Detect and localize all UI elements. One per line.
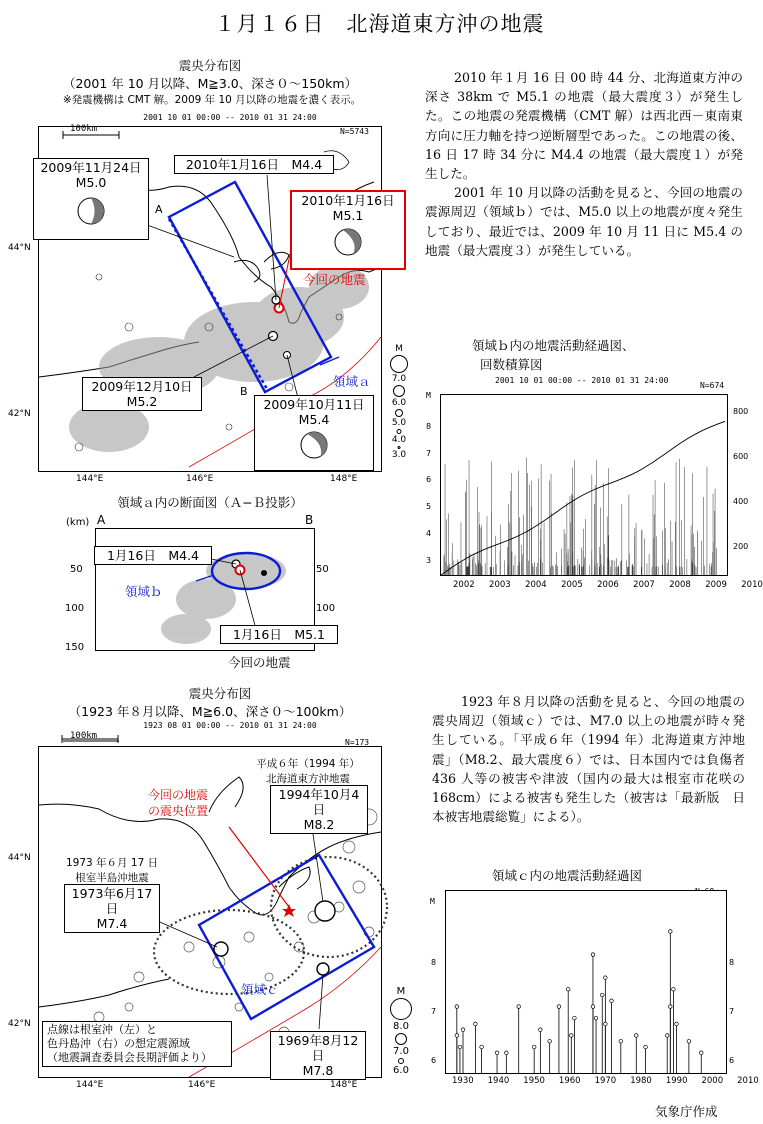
chart-b-ylabel: M (426, 391, 431, 400)
page-title: １月１６日 北海道東方沖の地震 (214, 12, 545, 36)
event-point (699, 1051, 703, 1055)
chart-c-plot (445, 890, 727, 1074)
map2-legend: M 8.0 7.0 6.0 (386, 986, 416, 1076)
event-point (532, 1045, 536, 1049)
cross-label-b: B (305, 513, 314, 527)
summary-text-1: 2010 年１月 16 日 00 時 44 分、北海道東方沖の深さ 38km で M5.1 の地震（最大震度３）が発生した。この地震の発震機構（CMT 解）は西北西－東南東方向に圧力軸を持つ逆断層型であった。この地震の後、16 日 17 時 34 分に M4.4 の地震（最大震度１）が発生した。 2001 年 10 月以降の活動を見ると、今回の地震の震源周辺（領域ｂ）では、M5.0 以上の地震が度々発生しており、最近では、2009 年 10 月 11 日に M5.4 の地震（最大震度３）が発生している。 (425, 70, 743, 258)
callout-1969-08-12: 1969年8月12日 M7.8 (270, 1031, 366, 1080)
chart-b-yaxis: 8 7 6 5 4 3 (426, 422, 432, 565)
chart-c-ylabel: M (430, 897, 435, 906)
chart-b-xaxis: 2002 2003 2004 2005 2006 2007 2008 2009 2010 (453, 580, 763, 590)
callout-1973-06-17: 1973年6月17日 M7.4 (64, 884, 160, 933)
legend-circle (389, 354, 409, 374)
cross-label-a: A (97, 513, 106, 527)
map1-lat-42: 42°N (8, 409, 31, 419)
focal-mechanism-icon (299, 430, 329, 460)
callout-cross-m44: 1月16日 M4.4 (94, 546, 212, 565)
legend-circle (386, 1057, 416, 1065)
cross-depth-150: 150 (65, 642, 85, 653)
callout-1994-10-04: 1994年10月4日 M8.2 (270, 785, 368, 834)
cross-depth-100: 100 (65, 603, 85, 614)
map1-condition: （2001 年 10 月以降、M≧3.0、深さ０～150km） (62, 76, 358, 91)
map1-label-b: B (240, 385, 248, 398)
event-point (600, 993, 604, 997)
event-point (591, 953, 595, 957)
event-point (455, 1034, 459, 1038)
map1-period: 2001 10 01 00:00 -- 2010 01 31 24:00 (143, 113, 317, 122)
chart-b-caption-1: 領域ｂ内の地震活動経過図、 (472, 338, 635, 353)
event-point (495, 1051, 499, 1055)
map2-period: 1923 08 01 00:00 -- 2010 01 31 24:00 (143, 721, 317, 730)
map2-condition: （1923 年８月以降、M≧6.0、深さ０～100km） (68, 704, 352, 719)
event-point (594, 1016, 598, 1020)
event-point (474, 1022, 478, 1026)
legend-circle (389, 384, 409, 398)
callout-2009-12-10: 2009年12月10日 M5.2 (82, 377, 202, 411)
event-point (548, 1039, 552, 1043)
event-point (505, 1051, 509, 1055)
callout-cross-m51: 1月16日 M5.1 (220, 625, 338, 644)
summary-text-2: 1923 年８月以降の活動を見ると、今回の地震の震央周辺（領域ｃ）では、M7.0 以上の地震が時々発生している。「平成６年（1994 年）北海道東方沖地震」（M8.2、最大震度６）では、日本国内では負傷者 436 人等の被害や津波（国内の最大は根室市花咲の 168cm）による被害も発生した（被害は「最新版 日本被害地震総覧」による）。 (432, 694, 745, 825)
chart-c-yaxis-right: 8 7 6 (729, 958, 735, 1065)
map2-nemuro-note: 1973 年６月 17 日 根室半島沖地震 (66, 857, 159, 884)
map2-heisei-note: 平成６年（1994 年） 北海道東方沖地震 (256, 758, 360, 785)
map2-caption: 震央分布図 (188, 686, 252, 701)
chart-c-caption: 領域ｃ内の地震活動経過図 (492, 868, 643, 883)
cross-depth-100-right: 100 (316, 603, 336, 614)
map1-lon-148: 148°E (330, 474, 358, 484)
event-point (675, 1022, 679, 1026)
map1-lat-44: 44°N (8, 243, 31, 253)
callout-2009-11-24: 2009年11月24日 M5.0 (33, 158, 149, 240)
callout-2010-01-16-m44: 2010年1月16日 M4.4 (174, 155, 334, 174)
map2-lon-148: 148°E (330, 1080, 358, 1090)
map2-scale: 100km (70, 731, 98, 741)
map2-lon-146: 146°E (188, 1080, 216, 1090)
map1-scale: 100km (70, 124, 98, 134)
event-point (669, 1005, 673, 1009)
map2-epicenter-note: 今回の地震 の震央位置 (148, 788, 209, 818)
chart-b-y2axis: 800 600 400 200 (733, 407, 749, 551)
event-point (687, 1039, 691, 1043)
focal-mechanism-icon (76, 196, 106, 226)
map1-this-quake: 今回の地震 (303, 272, 366, 287)
event-point (557, 1005, 561, 1009)
event-point (672, 987, 676, 991)
map1-count: N=5743 (340, 127, 369, 136)
cross-this-quake: 今回の地震 (228, 655, 291, 670)
legend-circle (389, 428, 409, 435)
event-point (573, 1016, 577, 1020)
event-point (480, 1045, 484, 1049)
event-point (566, 987, 570, 991)
map2-count: N=173 (345, 738, 370, 747)
legend-circle (386, 997, 416, 1021)
map1-region-a: 領域ａ (333, 374, 371, 389)
map1-label-a: A (155, 203, 163, 216)
chart-b-period: 2001 10 01 00:00 -- 2010 01 31 24:00 (495, 376, 669, 385)
chart-b-svg (441, 395, 727, 575)
focal-mechanism-icon (333, 227, 363, 257)
map1-legend: M 7.0 6.0 5.0 4.0 3.0 (389, 344, 409, 460)
map1-caption: 震央分布図 (178, 58, 242, 73)
footer-credit: 気象庁作成 (655, 1104, 718, 1119)
event-point (634, 1034, 638, 1038)
cross-caption: 領域ａ内の断面図（Ａ−Ｂ投影） (117, 495, 303, 510)
map2-region-c: 領域ｃ (241, 982, 279, 997)
event-point (604, 976, 608, 980)
map2-lon-144: 144°E (76, 1080, 104, 1090)
event-point (458, 1045, 462, 1049)
callout-2009-10-11: 2009年10月11日 M5.4 (254, 395, 374, 471)
map1-lon-144: 144°E (76, 474, 104, 484)
event-point (461, 1028, 465, 1032)
chart-b-plot (440, 394, 728, 576)
chart-c-svg (446, 891, 726, 1073)
legend-circle (386, 1032, 416, 1046)
event-point (539, 1028, 543, 1032)
chart-c-xaxis: 1930 1940 1950 1960 1970 1980 1990 2000 2010 (452, 1076, 759, 1086)
cross-unit: (km) (66, 517, 90, 528)
event-point (604, 1022, 608, 1026)
map2-lat-42: 42°N (8, 1019, 31, 1029)
chart-b-count: N=674 (700, 381, 725, 390)
chart-b-caption-2: 回数積算図 (480, 357, 543, 372)
cross-depth-50-right: 50 (316, 564, 329, 575)
chart-c-yaxis: 8 7 6 (431, 958, 437, 1065)
event-point (644, 1045, 648, 1049)
event-point (669, 930, 673, 934)
callout-2010-01-16-m51: 2010年1月16日 M5.1 (290, 190, 406, 270)
event-point (610, 999, 614, 1003)
event-point (570, 1034, 574, 1038)
map2-dotted-note: 点線は根室沖（左）と 色丹島沖（右）の想定震源域 （地震調査委員会長期評価より） (42, 1021, 232, 1067)
cross-depth-50: 50 (70, 564, 83, 575)
event-point (591, 1005, 595, 1009)
cross-region-b: 領域ｂ (125, 584, 163, 599)
event-point (665, 1034, 669, 1038)
map1-note: ※発震機構は CMT 解。2009 年 10 月以降の地震を濃く表示。 (62, 94, 362, 106)
map1-lon-146: 146°E (186, 474, 214, 484)
event-point (619, 1039, 623, 1043)
event-point (455, 1005, 459, 1009)
event-point (517, 1005, 521, 1009)
legend-circle (389, 408, 409, 418)
map2-lat-44: 44°N (8, 853, 31, 863)
